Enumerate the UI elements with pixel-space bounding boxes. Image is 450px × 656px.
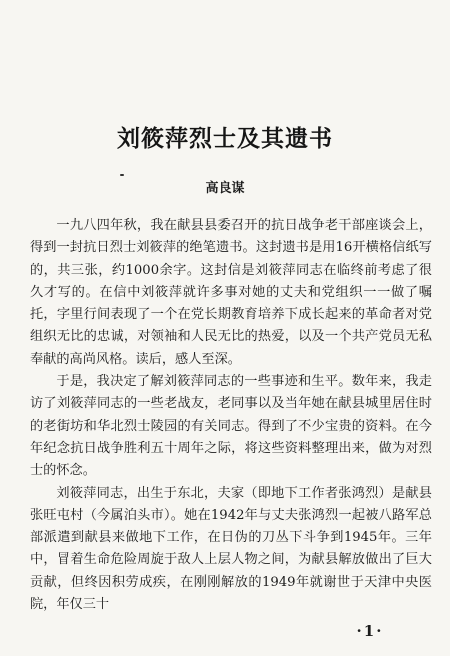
paragraph-3: 刘筱萍同志，出生于东北，夫家（即地下工作者张鸿烈）是献县张旺屯村（今属泊头市）。她在1942年与丈夫张鸿烈一起被八路军总部派遣到献县来做地下工作，在日伪的刀丛下斗争到1945年。三年中，冒着生命危险周旋于敌人上层人物之间，为献县解放做出了巨大贡献，但终因积劳成疾，在刚刚解放的1949年就谢世于天津中央医院，年仅三十	[30, 485, 432, 613]
article-author: 高良谋	[205, 181, 245, 196]
article-body	[30, 215, 432, 616]
paragraph-1: 一九八四年秋，我在献县县委召开的抗日战争老干部座谈会上，得到一封抗日烈士刘筱萍的绝笔遗书。这封遗书是用16开横格信纸写的，共三张，约1000余字。这封信是刘筱萍同志在临终前考虑了很久才写的。在信中刘筱萍就许多事对她的丈夫和党组织一一做了嘱托，字里行间表现了一个在党长期教育培养下成长起来的革命者对党组织无比的忠诚，对领袖和人民无比的热爱，以及一个共产党员无私奉献的高尚风格。读后，感人至深。	[30, 218, 432, 367]
print-speck	[120, 174, 124, 176]
article-title: 刘筱萍烈士及其遗书	[117, 125, 333, 152]
page-number: ·1·	[356, 622, 384, 640]
paragraph-2: 于是，我决定了解刘筱萍同志的一些事迹和生平。数年来，我走访了刘筱萍同志的一些老战友，老同事以及当年她在献县城里居住时的老街坊和华北烈士陵园的有关同志。得到了不少宝贵的资料。在今年纪念抗日战争胜利五十周年之际，将这些资料整理出来，做为对烈士的怀念。	[30, 374, 432, 479]
